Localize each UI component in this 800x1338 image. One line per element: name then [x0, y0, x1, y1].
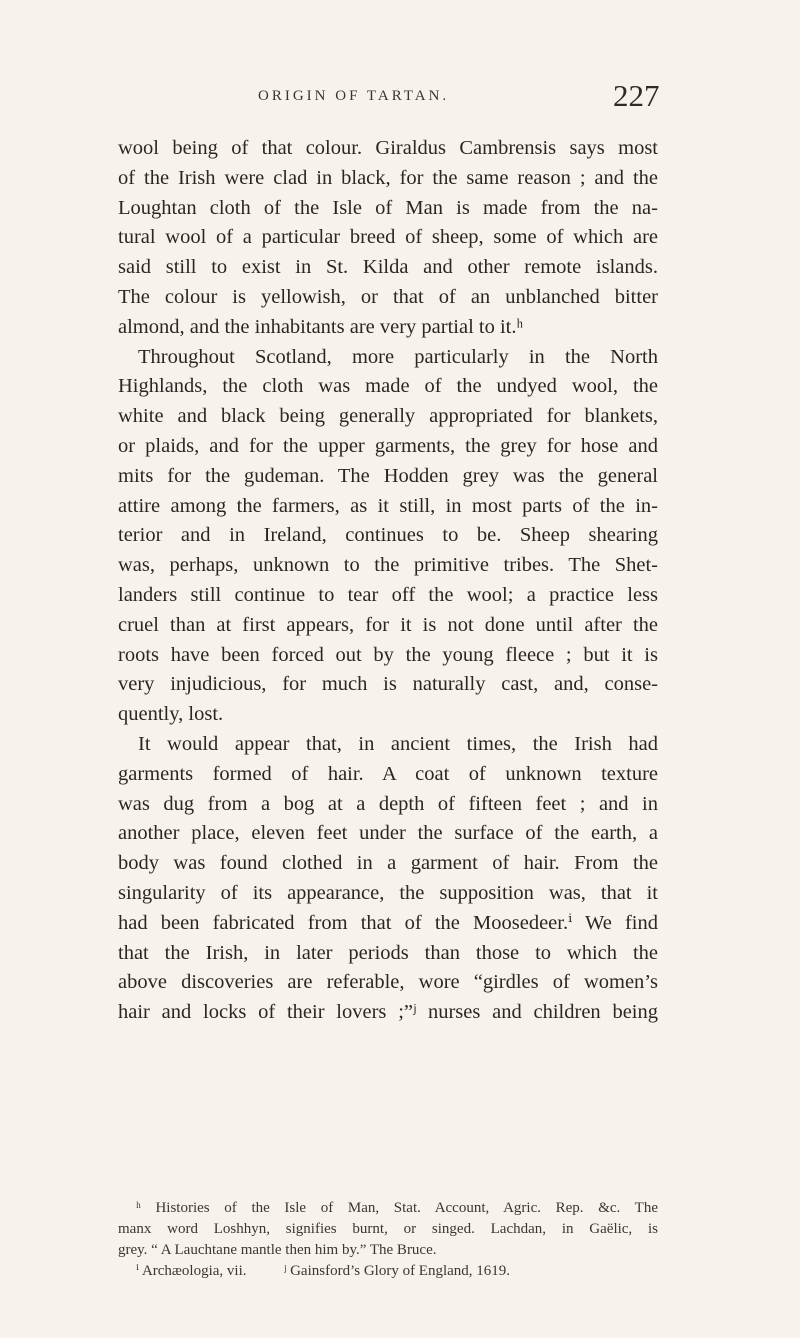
footnote-h-line: ʰ Histories of the Isle of Man, Stat. Account, Agric. Rep. &c. The: [136, 1200, 658, 1216]
text-line: singularity of its appearance, the supposition was, that it: [118, 881, 658, 904]
text-line: was dug from a bog at a depth of fifteen feet ; and in: [118, 792, 658, 815]
text-line: hair and locks of their lovers ;”ʲ nurses and children being: [118, 1001, 658, 1024]
text-line: mits for the gudeman. The Hodden grey was the general: [118, 464, 658, 487]
text-line: that the Irish, in later periods than those to which the: [118, 941, 658, 964]
text-line: Highlands, the cloth was made of the undyed wool, the: [118, 375, 658, 398]
text-line: roots have been forced out by the young fleece ; but it is: [118, 643, 658, 666]
running-title: ORIGIN OF TARTAN.: [258, 88, 450, 104]
footnote-h-line: manx word Loshhyn, signifies burnt, or singed. Lachdan, in Gaëlic, is: [118, 1221, 658, 1237]
text-line: The colour is yellowish, or that of an unblanched bitter: [118, 285, 658, 308]
text-line: wool being of that colour. Giraldus Cambrensis says most: [118, 137, 658, 159]
footnote-i: ⁱ Archæologia, vii.: [136, 1263, 247, 1279]
text-line: terior and in Ireland, continues to be. Sheep shearing: [118, 524, 658, 547]
text-line: was, perhaps, unknown to the primitive tribes. The Shet-: [118, 554, 658, 577]
footnote-ij-line: [118, 1261, 658, 1282]
text-line: very injudicious, for much is naturally cast, and, conse-: [118, 673, 658, 696]
text-line: quently, lost.: [118, 703, 224, 726]
paragraph-start-line: Throughout Scotland, more particularly in the North: [138, 345, 658, 368]
footnotes: [118, 1198, 658, 1282]
text-line: body was found clothed in a garment of hair. From the: [118, 852, 658, 875]
text-line: attire among the farmers, as it still, in most parts of the in-: [118, 494, 658, 517]
body-text: [118, 134, 658, 1028]
text-line: landers still continue to tear off the wool; a practice less: [118, 583, 658, 606]
text-line: another place, eleven feet under the surface of the earth, a: [118, 822, 658, 845]
text-line: had been fabricated from that of the Moosedeer.ⁱ We find: [118, 911, 658, 934]
text-line: cruel than at first appears, for it is not done until after the: [118, 613, 658, 636]
paragraph-start-line: It would appear that, in ancient times, the Irish had: [138, 732, 658, 755]
running-header: [0, 78, 800, 118]
text-line: of the Irish were clad in black, for the same reason ; and the: [118, 166, 658, 189]
footnote-j: ʲ Gainsford’s Glory of England, 1619.: [284, 1263, 511, 1279]
text-line: or plaids, and for the upper garments, the grey for hose and: [118, 434, 658, 457]
text-line: Loughtan cloth of the Isle of Man is made from the na-: [118, 196, 658, 219]
text-line: white and black being generally appropriated for blankets,: [118, 405, 658, 428]
footnote-h-line: grey. “ A Lauchtane mantle then him by.” The Bruce.: [118, 1242, 437, 1258]
page-number: 227: [613, 78, 660, 113]
text-line: garments formed of hair. A coat of unknown texture: [118, 762, 658, 785]
text-line: tural wool of a particular breed of sheep, some of which are: [118, 226, 658, 249]
text-line: said still to exist in St. Kilda and other remote islands.: [118, 256, 658, 279]
text-line: above discoveries are referable, wore “girdles of women’s: [118, 971, 658, 994]
text-line: almond, and the inhabitants are very partial to it.ʰ: [118, 315, 524, 338]
